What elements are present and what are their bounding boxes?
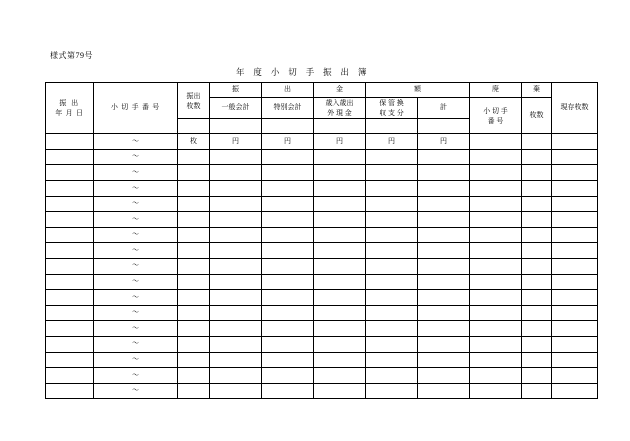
cell-custody-transfer[interactable] [366, 259, 418, 275]
cell-check-number[interactable]: ～ [94, 368, 178, 384]
cell-disposal-check-number[interactable] [470, 196, 522, 212]
cell-special-account[interactable] [262, 212, 314, 228]
header-total-spacer [418, 119, 470, 134]
cell-remaining-sheets[interactable] [552, 274, 598, 290]
cell-revenue-outside-cash[interactable] [314, 337, 366, 353]
cell-issue-date[interactable] [46, 321, 94, 337]
cell-disposal-check-number[interactable] [470, 212, 522, 228]
cell-check-number[interactable]: ～ [94, 383, 178, 399]
header-issue-date-line1: 振 出 [59, 99, 80, 107]
cell-revenue-outside-cash[interactable] [314, 290, 366, 306]
cell-remaining-sheets[interactable] [552, 181, 598, 197]
cell-custody-transfer[interactable] [366, 227, 418, 243]
header-issue-sheets-line1: 振出 [186, 91, 201, 100]
cell-issue-date[interactable] [46, 196, 94, 212]
cell-general-account[interactable] [210, 321, 262, 337]
cell-special-account[interactable] [262, 196, 314, 212]
table-row [46, 274, 598, 290]
cell-remaining-sheets[interactable] [552, 227, 598, 243]
cell-issue-date[interactable] [46, 305, 94, 321]
unit-revenue-outside-cash[interactable]: 円 [314, 134, 366, 150]
header-revenue-outside-cash [314, 98, 366, 119]
cell-disposal-sheets[interactable] [522, 259, 552, 275]
cell-issue-date[interactable] [46, 149, 94, 165]
cell-disposal-sheets[interactable] [522, 352, 552, 368]
cell-custody-transfer[interactable] [366, 149, 418, 165]
cell-special-account[interactable] [262, 368, 314, 384]
table-row [46, 368, 598, 384]
header-disposal-sheets: 枚数 [522, 98, 552, 134]
cell-total[interactable] [418, 321, 470, 337]
cell-issue-sheets[interactable] [178, 243, 210, 259]
header-custody-transfer-spacer [366, 119, 418, 134]
unit-issue-sheets[interactable]: 枚 [178, 134, 210, 150]
cell-special-account[interactable] [262, 305, 314, 321]
cell-general-account[interactable] [210, 165, 262, 181]
cell-disposal-sheets[interactable] [522, 290, 552, 306]
unit-row [46, 134, 598, 150]
cell-issue-date[interactable] [46, 227, 94, 243]
cell-check-number[interactable]: ～ [94, 305, 178, 321]
cell-issue-date[interactable] [46, 243, 94, 259]
cell-check-number[interactable]: ～ [94, 181, 178, 197]
form-number: 様式第79号 [50, 51, 93, 60]
cell-disposal-check-number[interactable] [470, 165, 522, 181]
cell-check-number[interactable]: ～ [94, 196, 178, 212]
cell-disposal-check-number[interactable] [470, 352, 522, 368]
header-group-disposal-2: 棄 [522, 83, 552, 98]
cell-general-account[interactable] [210, 196, 262, 212]
header-revenue-outside-cash-line2: 外 現 金 [327, 109, 352, 118]
cell-custody-transfer[interactable] [366, 243, 418, 259]
cell-general-account[interactable] [210, 227, 262, 243]
unit-check-number[interactable]: ～ [94, 134, 178, 150]
cell-disposal-check-number[interactable] [470, 259, 522, 275]
cell-custody-transfer[interactable] [366, 368, 418, 384]
header-group-amount-2: 出 [262, 83, 314, 98]
table-row [46, 212, 598, 228]
cell-check-number[interactable]: ～ [94, 290, 178, 306]
cell-remaining-sheets[interactable] [552, 290, 598, 306]
cell-general-account[interactable] [210, 368, 262, 384]
cell-disposal-check-number[interactable] [470, 274, 522, 290]
cell-check-number[interactable]: ～ [94, 274, 178, 290]
cell-disposal-sheets[interactable] [522, 243, 552, 259]
cell-revenue-outside-cash[interactable] [314, 321, 366, 337]
cell-general-account[interactable] [210, 259, 262, 275]
cell-disposal-check-number[interactable] [470, 383, 522, 399]
cell-disposal-sheets[interactable] [522, 383, 552, 399]
cell-issue-sheets[interactable] [178, 181, 210, 197]
cell-general-account[interactable] [210, 352, 262, 368]
table-row [46, 383, 598, 399]
cell-remaining-sheets[interactable] [552, 243, 598, 259]
header-check-number: 小 切 手 番 号 [94, 83, 178, 134]
cell-total[interactable] [418, 243, 470, 259]
table-row [46, 227, 598, 243]
cell-remaining-sheets[interactable] [552, 321, 598, 337]
header-disposal-check-number-line1: 小 切 手 [483, 106, 508, 115]
cell-issue-date[interactable] [46, 383, 94, 399]
document-title: 年 度 小 切 手 振 出 簿 [236, 67, 370, 77]
cell-issue-date[interactable] [46, 274, 94, 290]
cell-revenue-outside-cash[interactable] [314, 212, 366, 228]
cell-total[interactable] [418, 259, 470, 275]
unit-disposal-check-number[interactable] [470, 134, 522, 150]
cell-issue-date[interactable] [46, 368, 94, 384]
cell-check-number[interactable]: ～ [94, 259, 178, 275]
unit-general-account[interactable]: 円 [210, 134, 262, 150]
unit-remaining-sheets[interactable] [552, 134, 598, 150]
cell-check-number[interactable]: ～ [94, 352, 178, 368]
header-custody-transfer-line2: 収 支 分 [379, 109, 404, 118]
cell-special-account[interactable] [262, 165, 314, 181]
cell-total[interactable] [418, 196, 470, 212]
cell-disposal-check-number[interactable] [470, 321, 522, 337]
cell-issue-sheets[interactable] [178, 274, 210, 290]
cell-check-number[interactable]: ～ [94, 321, 178, 337]
table-row [46, 149, 598, 165]
table-row [46, 243, 598, 259]
header-special-account-spacer [262, 119, 314, 134]
cell-custody-transfer[interactable] [366, 181, 418, 197]
cell-disposal-check-number[interactable] [470, 337, 522, 353]
cell-remaining-sheets[interactable] [552, 337, 598, 353]
header-general-account: 一般会計 [210, 98, 262, 119]
cell-custody-transfer[interactable] [366, 196, 418, 212]
cell-general-account[interactable] [210, 274, 262, 290]
table-row [46, 290, 598, 306]
cell-issue-date[interactable] [46, 259, 94, 275]
cell-total[interactable] [418, 337, 470, 353]
table-row [46, 337, 598, 353]
cell-custody-transfer[interactable] [366, 165, 418, 181]
cell-disposal-sheets[interactable] [522, 274, 552, 290]
cell-special-account[interactable] [262, 337, 314, 353]
cell-special-account[interactable] [262, 181, 314, 197]
table-row [46, 196, 598, 212]
cell-issue-sheets[interactable] [178, 337, 210, 353]
cell-general-account[interactable] [210, 383, 262, 399]
cell-custody-transfer[interactable] [366, 337, 418, 353]
cell-total[interactable] [418, 165, 470, 181]
cell-total[interactable] [418, 368, 470, 384]
cell-issue-sheets[interactable] [178, 259, 210, 275]
cell-custody-transfer[interactable] [366, 290, 418, 306]
cell-revenue-outside-cash[interactable] [314, 383, 366, 399]
header-revenue-outside-cash-line1: 歳入歳出 [325, 99, 354, 107]
cell-disposal-sheets[interactable] [522, 227, 552, 243]
cell-remaining-sheets[interactable] [552, 212, 598, 228]
table-row [46, 321, 598, 337]
cell-issue-sheets[interactable] [178, 149, 210, 165]
cell-custody-transfer[interactable] [366, 321, 418, 337]
cell-disposal-check-number[interactable] [470, 227, 522, 243]
cell-check-number[interactable]: ～ [94, 212, 178, 228]
cell-disposal-sheets[interactable] [522, 305, 552, 321]
cell-issue-date[interactable] [46, 352, 94, 368]
header-group-amount-3: 金 [314, 83, 366, 98]
cell-total[interactable] [418, 274, 470, 290]
header-issue-date-line2: 年 月 日 [55, 109, 84, 118]
header-issue-date [46, 83, 94, 134]
cell-revenue-outside-cash[interactable] [314, 181, 366, 197]
cell-general-account[interactable] [210, 337, 262, 353]
cell-issue-date[interactable] [46, 337, 94, 353]
cell-issue-sheets[interactable] [178, 352, 210, 368]
cell-revenue-outside-cash[interactable] [314, 274, 366, 290]
ledger-table-container [45, 82, 589, 399]
cell-custody-transfer[interactable] [366, 305, 418, 321]
cell-disposal-check-number[interactable] [470, 181, 522, 197]
header-group-amount-4: 額 [366, 83, 470, 98]
header-group-disposal-1: 廃 [470, 83, 522, 98]
cell-issue-sheets[interactable] [178, 227, 210, 243]
table-row [46, 165, 598, 181]
cell-disposal-sheets[interactable] [522, 212, 552, 228]
cell-disposal-check-number[interactable] [470, 368, 522, 384]
cell-general-account[interactable] [210, 305, 262, 321]
cell-total[interactable] [418, 352, 470, 368]
header-disposal-check-number-line2: 番 号 [487, 116, 504, 125]
cell-issue-sheets[interactable] [178, 290, 210, 306]
table-row [46, 259, 598, 275]
cell-issue-sheets[interactable] [178, 212, 210, 228]
cell-remaining-sheets[interactable] [552, 352, 598, 368]
cell-disposal-sheets[interactable] [522, 321, 552, 337]
cell-general-account[interactable] [210, 181, 262, 197]
cell-issue-date[interactable] [46, 212, 94, 228]
cell-disposal-check-number[interactable] [470, 149, 522, 165]
cell-issue-sheets[interactable] [178, 368, 210, 384]
header-issue-sheets-line2: 枚数 [186, 101, 201, 110]
header-total: 計 [418, 98, 470, 119]
cell-check-number[interactable]: ～ [94, 149, 178, 165]
cell-general-account[interactable] [210, 149, 262, 165]
cell-special-account[interactable] [262, 321, 314, 337]
cell-issue-sheets[interactable] [178, 383, 210, 399]
unit-total[interactable]: 円 [418, 134, 470, 150]
cell-remaining-sheets[interactable] [552, 149, 598, 165]
header-disposal-check-number [470, 98, 522, 134]
header-revenue-outside-cash-spacer [314, 119, 366, 134]
header-general-account-spacer [210, 119, 262, 134]
cell-special-account[interactable] [262, 352, 314, 368]
unit-special-account[interactable]: 円 [262, 134, 314, 150]
unit-issue-date[interactable] [46, 134, 94, 150]
header-row-groups [46, 83, 598, 98]
cell-custody-transfer[interactable] [366, 352, 418, 368]
cell-revenue-outside-cash[interactable] [314, 368, 366, 384]
cell-issue-sheets[interactable] [178, 305, 210, 321]
cell-revenue-outside-cash[interactable] [314, 352, 366, 368]
header-issue-sheets [178, 83, 210, 119]
unit-custody-transfer[interactable]: 円 [366, 134, 418, 150]
cell-disposal-sheets[interactable] [522, 337, 552, 353]
cell-custody-transfer[interactable] [366, 383, 418, 399]
cell-total[interactable] [418, 212, 470, 228]
cell-remaining-sheets[interactable] [552, 196, 598, 212]
cell-disposal-check-number[interactable] [470, 305, 522, 321]
table-row [46, 181, 598, 197]
header-custody-transfer [366, 98, 418, 119]
cell-disposal-sheets[interactable] [522, 196, 552, 212]
cell-total[interactable] [418, 290, 470, 306]
cell-total[interactable] [418, 383, 470, 399]
cell-special-account[interactable] [262, 243, 314, 259]
ledger-table [45, 82, 598, 399]
cell-special-account[interactable] [262, 290, 314, 306]
header-custody-transfer-line1: 保 管 換 [379, 99, 404, 107]
cell-total[interactable] [418, 227, 470, 243]
header-special-account: 特別会計 [262, 98, 314, 119]
cell-general-account[interactable] [210, 243, 262, 259]
cell-disposal-sheets[interactable] [522, 181, 552, 197]
cell-custody-transfer[interactable] [366, 274, 418, 290]
cell-issue-sheets[interactable] [178, 321, 210, 337]
header-issue-sheets-spacer [178, 119, 210, 134]
cell-disposal-sheets[interactable] [522, 368, 552, 384]
cell-general-account[interactable] [210, 212, 262, 228]
cell-remaining-sheets[interactable] [552, 305, 598, 321]
cell-issue-sheets[interactable] [178, 165, 210, 181]
cell-check-number[interactable]: ～ [94, 227, 178, 243]
cell-remaining-sheets[interactable] [552, 259, 598, 275]
cell-disposal-check-number[interactable] [470, 290, 522, 306]
cell-revenue-outside-cash[interactable] [314, 243, 366, 259]
cell-revenue-outside-cash[interactable] [314, 165, 366, 181]
cell-general-account[interactable] [210, 290, 262, 306]
header-group-amount-1: 振 [210, 83, 262, 98]
table-row [46, 352, 598, 368]
cell-revenue-outside-cash[interactable] [314, 149, 366, 165]
cell-total[interactable] [418, 305, 470, 321]
cell-remaining-sheets[interactable] [552, 383, 598, 399]
cell-disposal-sheets[interactable] [522, 149, 552, 165]
cell-total[interactable] [418, 181, 470, 197]
cell-special-account[interactable] [262, 259, 314, 275]
header-remaining-sheets: 現存枚数 [552, 83, 598, 134]
cell-check-number[interactable]: ～ [94, 337, 178, 353]
cell-issue-date[interactable] [46, 181, 94, 197]
cell-special-account[interactable] [262, 383, 314, 399]
cell-special-account[interactable] [262, 149, 314, 165]
cell-remaining-sheets[interactable] [552, 368, 598, 384]
cell-issue-date[interactable] [46, 165, 94, 181]
cell-disposal-sheets[interactable] [522, 165, 552, 181]
cell-issue-sheets[interactable] [178, 196, 210, 212]
cell-revenue-outside-cash[interactable] [314, 305, 366, 321]
cell-check-number[interactable]: ～ [94, 165, 178, 181]
cell-special-account[interactable] [262, 227, 314, 243]
cell-revenue-outside-cash[interactable] [314, 259, 366, 275]
cell-custody-transfer[interactable] [366, 212, 418, 228]
cell-remaining-sheets[interactable] [552, 165, 598, 181]
cell-revenue-outside-cash[interactable] [314, 227, 366, 243]
cell-total[interactable] [418, 149, 470, 165]
unit-disposal-sheets[interactable] [522, 134, 552, 150]
cell-disposal-check-number[interactable] [470, 243, 522, 259]
table-row [46, 305, 598, 321]
cell-check-number[interactable]: ～ [94, 243, 178, 259]
cell-issue-date[interactable] [46, 290, 94, 306]
cell-revenue-outside-cash[interactable] [314, 196, 366, 212]
cell-special-account[interactable] [262, 274, 314, 290]
